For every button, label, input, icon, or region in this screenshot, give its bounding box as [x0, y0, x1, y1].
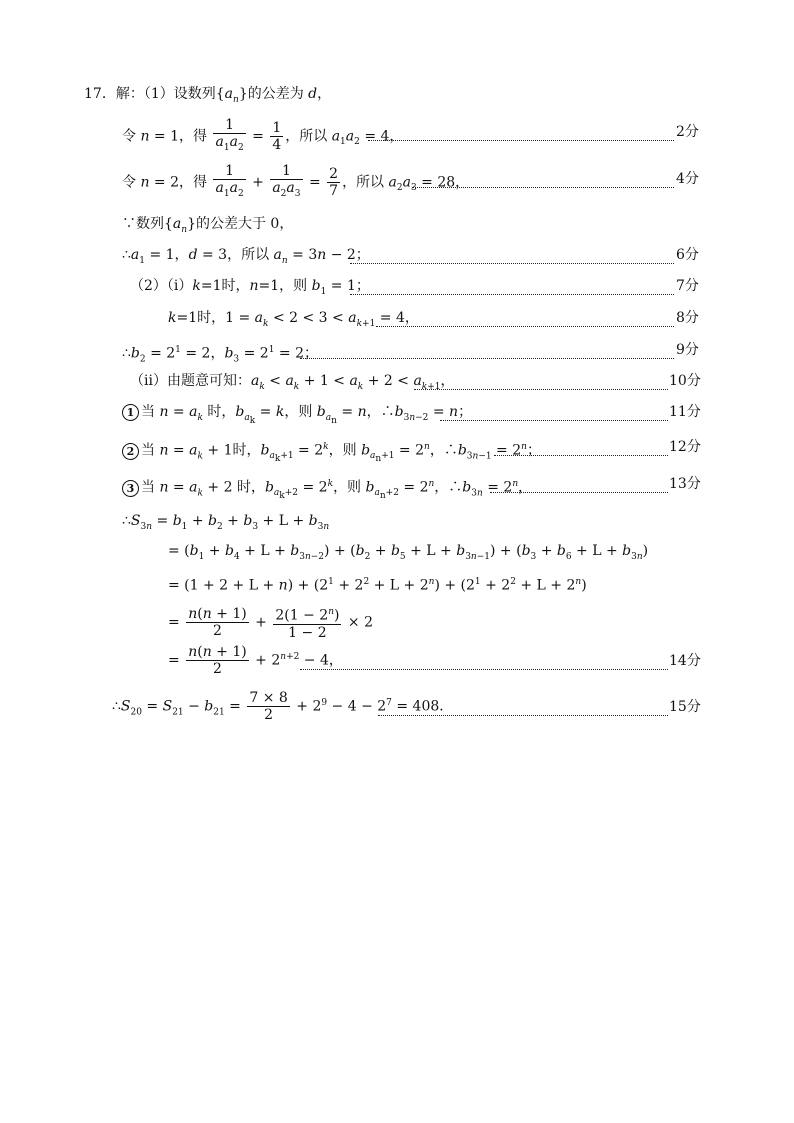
solution-line-10: 2 当 $n = a_k + 1$时，$b_{a_k+1} = 2^k$，则 $b_{a_n+1} = 2^n$，$\therefore b_{3n-1} = 2^n$； — [122, 437, 541, 469]
leader-dots — [378, 695, 668, 716]
solution-line-17: $\therefore S_{20} = S_{21} - b_{21}$ = $\frac{7 \times 8}{2}$ + $2^9 - 4 - 2^7 = 408$． — [112, 690, 454, 723]
solution-line-8: （ii）由题意可知：$a_k < a_k + 1 < a_k + 2 < a_{k+1}$， — [130, 373, 455, 392]
leader-dots — [490, 472, 668, 493]
solution-line-13: = $(b_1 + b_4 + L + b_{3n-2}) + (b_2 + b_5 + L + b_{3n-1}) + (b_3 + b_6 + L + b_{3n})$ — [168, 543, 649, 562]
solution-line-12: $\therefore S_{3n} = b_1 + b_2 + b_3 + L + b_{3n}$ — [122, 513, 330, 532]
leader-dots — [440, 400, 668, 421]
leader-dots — [300, 338, 674, 359]
leader-dots — [350, 243, 674, 264]
score-mark: 13分 — [669, 476, 701, 492]
solution-line-9: 1 当 $n = a_k$ 时，$b_{a_k} = k$，则 $b_{a_n} = n$，$\therefore b_{3n-2} = n$； — [122, 402, 472, 431]
fraction: $\frac{n(n + 1)}{2}$ — [188, 605, 247, 639]
score-mark: 2分 — [676, 124, 699, 140]
score-mark: 4分 — [676, 171, 699, 187]
circled-two: 2 — [122, 443, 139, 460]
score-mark: 12分 — [669, 439, 701, 455]
solution-line-5: （2）（i）k=1时，n=1，则 $b_1 = 1$； — [130, 278, 370, 297]
leader-dots — [494, 435, 668, 456]
leader-dots — [412, 167, 674, 188]
fraction: $\frac{1}{a_1a_2}$ — [215, 163, 244, 199]
leader-dots — [368, 120, 674, 141]
fraction: $\frac{n(n + 1)}{2}$ — [188, 644, 247, 677]
score-mark: 10分 — [669, 373, 701, 389]
leader-dots — [414, 369, 668, 390]
leader-dots — [300, 649, 668, 670]
fraction: $\frac{2(1 - 2^n)}{1 - 2}$ — [273, 604, 341, 641]
score-mark: 8分 — [676, 310, 699, 326]
solution-line-7: $\therefore b_2 = 2^1 = 2$，$b_3 = 2^1 = 2$； — [122, 345, 318, 365]
problem-header — [84, 84, 331, 110]
fraction: $\frac{1}{4}$ — [272, 119, 282, 153]
solution-line-11: 3 当 $n = a_k + 2$ 时，$b_{a_k+2} = 2^k$，则 $b_{a_n+2} = 2^n$，$\therefore b_{3n} = 2^n$， — [122, 474, 532, 506]
solution-line-2: 令 n = 2，得 $\frac{1}{a_1a_2}$ + $\frac{1}{a_2a_3}$ = $\frac{2}{7}$ ，所以 $a_2a_3 = 28$， — [122, 163, 469, 202]
score-mark: 11分 — [669, 404, 701, 420]
solution-line-15: = $\frac{n(n + 1)}{2}$ + $\frac{2(1 - 2^n)}{1 - 2}$ × 2 — [168, 605, 373, 641]
fraction: $\frac{1}{a_2a_3}$ — [272, 163, 301, 199]
part1-intro: （1）设数列$\{a_n\}$的公差为 d， — [143, 86, 332, 105]
solution-line-3: ∵数列$\{a_n\}$的公差大于 0， — [122, 216, 294, 235]
solution-line-6: k=1时，$1 = a_k < 2 < 3 < a_{k+1} = 4$， — [168, 310, 419, 329]
solution-line-14: = $(1 + 2 + L + n) + (2^1 + 2^2 + L + 2^n) + (2^1 + 2^2 + L + 2^n)$ — [168, 577, 587, 594]
score-mark: 6分 — [676, 247, 699, 263]
solution-line-1: 令 n = 1，得 $\frac{1}{a_1a_2}$ = $\frac{1}{4}$ ，所以 $a_1a_2 = 4$， — [122, 117, 403, 156]
score-mark: 15分 — [669, 699, 701, 715]
score-mark: 14分 — [669, 653, 701, 669]
fraction: $\frac{1}{a_1a_2}$ — [215, 117, 244, 153]
circled-one: 1 — [122, 404, 139, 421]
score-mark: 9分 — [676, 342, 699, 358]
leader-dots — [350, 274, 674, 295]
score-mark: 7分 — [676, 278, 699, 294]
fraction: $\frac{2}{7}$ — [329, 165, 339, 199]
circled-three: 3 — [122, 480, 139, 497]
solution-line-16: = $\frac{n(n + 1)}{2}$ + $2^{n+2} - 4$， — [168, 644, 343, 677]
leader-dots — [376, 306, 674, 327]
fraction: $\frac{7 \times 8}{2}$ — [249, 690, 288, 723]
solution-line-4: $\therefore a_1 = 1$，d = 3，所以 $a_n = 3n - 2$； — [122, 247, 370, 266]
problem-number: 17．解： — [84, 86, 144, 102]
